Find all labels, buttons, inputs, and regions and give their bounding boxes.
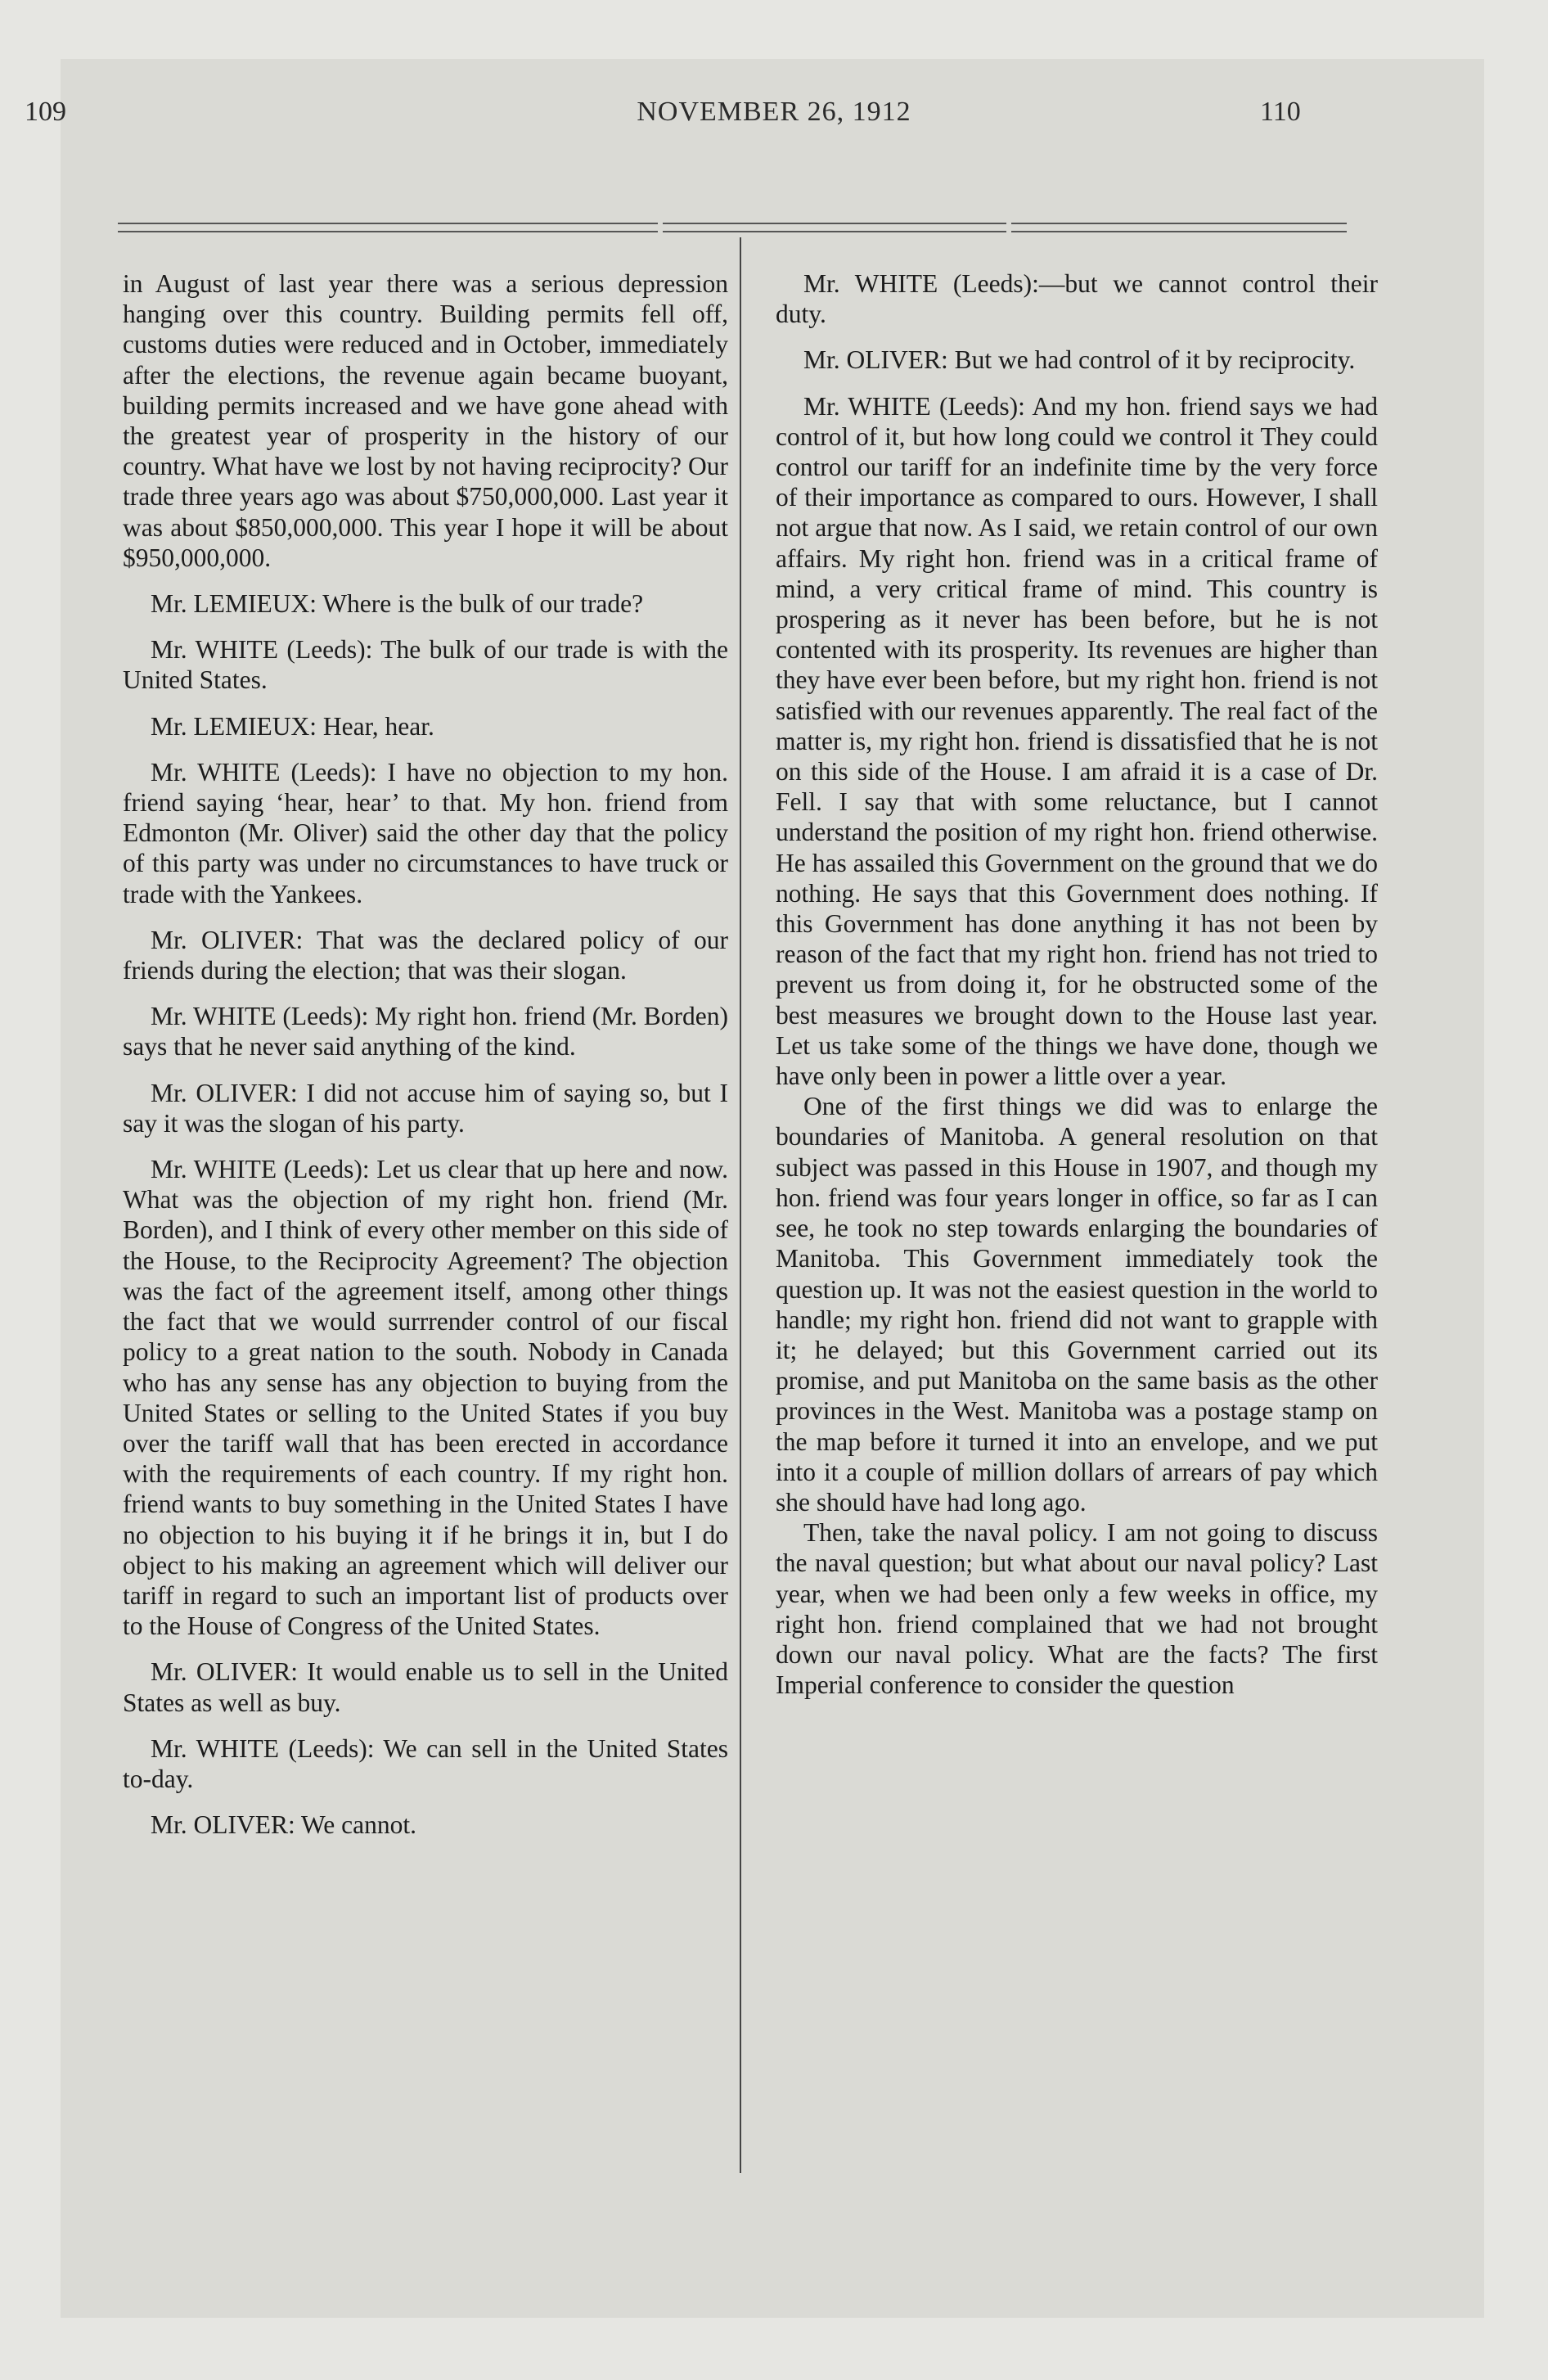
paragraph: Mr. WHITE (Leeds):—but we cannot control their duty. [776,269,1378,329]
column-divider [740,237,741,2173]
paragraph: Mr. WHITE (Leeds): We can sell in the United States to-day. [123,1733,728,1793]
header-rule [1011,223,1347,232]
paragraph: Then, take the naval policy. I am not going to discuss the naval question; but what about our naval policy? Last year, when we had been only a few weeks in office, my right hon. friend complained that we had not brought down our naval policy. What are the facts? The first Imperial conference to consider the question [776,1518,1378,1700]
paragraph: One of the first things we did was to enlarge the boundaries of Manitoba. A general resolution on that subject was passed in this House in 1907, and though my hon. friend was four years longer in office, so far as I can see, he took no step towards enlarging the boundaries of Manitoba. This Government immediately took the question up. It was not the easiest question in the world to handle; my right hon. friend did not want to grapple with it; he delayed; but this Government carried out its promise, and put Manitoba on the same basis as the other provinces in the West. Manitoba was a postage stamp on the map before it turned it into an envelope, and we put into it a couple of million dollars of arrears of pay which she should have had long ago. [776,1092,1378,1517]
paragraph: Mr. LEMIEUX: Where is the bulk of our trade? [151,589,644,619]
right-column [776,268,1378,1700]
paragraph: Mr. WHITE (Leeds): Let us clear that up here and now. What was the objection of my right hon. friend (Mr. Borden), and I think of every other member on this side of the House, to the Reciprocity Agreement? The objection was the fact of the agreement itself, among other things the fact that we would surrrender control of our fiscal policy to a great nation to the south. Nobody in Canada who has any sense has any objection to buying from the United States or selling to the United States if you buy over the tariff wall that has been erected in accordance with the requirements of each country. If my right hon. friend wants to buy something in the United States I have no objection to his buying it if he brings it in, but I do object to his making an agreement which will deliver our tariff in regard to such an important list of products over to the House of Congress of the United States. [123,1155,728,1641]
paragraph: Mr. WHITE (Leeds): I have no objection to my hon. friend saying ‘hear, hear’ to that. My hon. friend from Edmonton (Mr. Oliver) said the other day that the policy of this party was under no circumstances to have truck or trade with the Yankees. [123,757,728,908]
paragraph: Mr. OLIVER: It would enable us to sell in the United States as well as buy. [123,1657,728,1717]
page-number-right: 110 [1260,97,1301,127]
paragraph: Mr. OLIVER: But we had control of it by reciprocity. [803,345,1356,375]
left-column [123,268,728,1855]
page-number-left: 109 [25,97,66,127]
paragraph: Mr. OLIVER: That was the declared policy of our friends during the election; that was their slogan. [123,925,728,985]
paragraph: in August of last year there was a serious depression hanging over this country. Building permits fell off, customs duties were reduced and in October, immediately after the elections, the revenue again became buoyant, building permits increased and we have gone ahead with the greatest year of prosperity in the history of our country. What have we lost by not having reciprocity? Our trade three years ago was about $750,000,000. Last year it was about $850,000,000. This year I hope it will be about $950,000,000. [123,269,728,572]
paragraph: Mr. LEMIEUX: Hear, hear. [151,711,434,741]
paragraph: Mr. WHITE (Leeds): And my hon. friend says we had control of it, but how long could we control it They could control our tariff for an indefinite time by the very force of their importance as compared to ours. However, I shall not argue that now. As I said, we retain control of our own affairs. My right hon. friend was in a critical frame of mind, a very critical frame of mind. This country is prospering as it never has been before, but he is not contented with its prosperity. Its revenues are higher than they have ever been before, but my right hon. friend is not satisfied with our revenues apparently. The real fact of the matter is, my right hon. friend is dissatisfied that he is not on this side of the House. I am afraid it is a case of Dr. Fell. I say that with some reluctance, but I cannot understand the position of my right hon. friend otherwise. He has assailed this Government on the ground that we do nothing. He says that this Government does nothing. If this Government has done anything it has not been by reason of the fact that my right hon. friend has not tried to prevent us from doing it, for he obstructed some of the best measures we brought down to the House last year. Let us take some of the things we have done, though we have only been in power a little over a year. [776,391,1378,1091]
header-rule [118,223,658,232]
paragraph: Mr. WHITE (Leeds): My right hon. friend (Mr. Borden) says that he never said anything of the kind. [123,1002,728,1062]
header-rule [663,223,1006,232]
paragraph: Mr. WHITE (Leeds): The bulk of our trade is with the United States. [123,635,728,695]
paragraph: Mr. OLIVER: I did not accuse him of saying so, but I say it was the slogan of his party. [123,1078,728,1138]
paragraph: Mr. OLIVER: We cannot. [151,1810,416,1840]
running-header-date: NOVEMBER 26, 1912 [637,97,911,127]
